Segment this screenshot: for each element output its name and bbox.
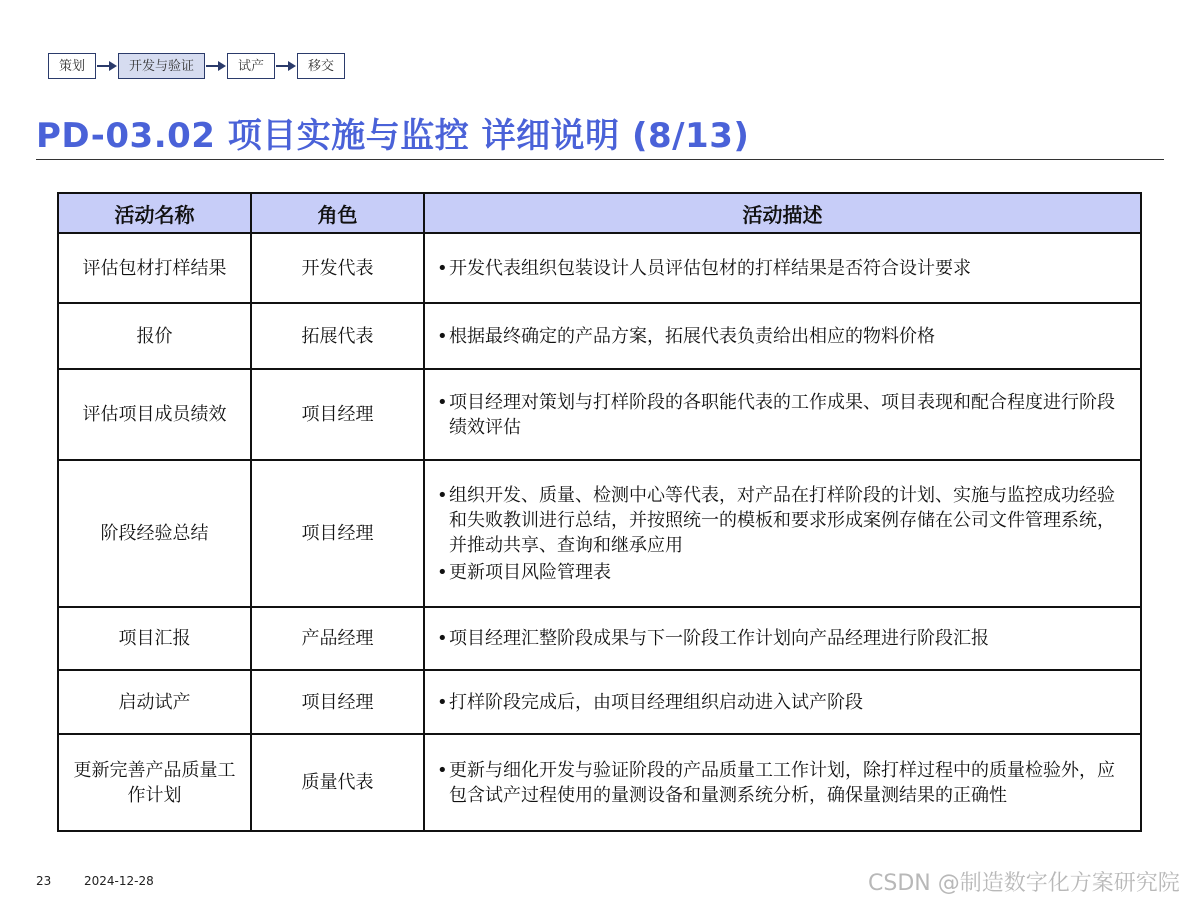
description-bullet: • 更新项目风险管理表 — [437, 560, 1130, 585]
watermark: CSDN @制造数字化方案研究院 — [868, 871, 1180, 896]
description-cell — [424, 607, 1141, 670]
role-cell: 拓展代表 — [251, 303, 424, 369]
table-row — [58, 460, 1141, 607]
arrow-right-icon — [96, 53, 118, 79]
activity-name-cell: 项目汇报 — [58, 607, 251, 670]
description-bullet: • 项目经理汇整阶段成果与下一阶段工作计划向产品经理进行阶段汇报 — [437, 626, 1130, 651]
activity-name-cell: 报价 — [58, 303, 251, 369]
table-row — [58, 607, 1141, 670]
table-row — [58, 670, 1141, 734]
description-cell — [424, 460, 1141, 607]
phase-step-handover: 移交 — [297, 53, 345, 79]
description-cell — [424, 369, 1141, 460]
title-divider — [36, 159, 1164, 160]
arrow-right-icon — [275, 53, 297, 79]
description-bullet: • 打样阶段完成后，由项目经理组织启动进入试产阶段 — [437, 690, 1130, 715]
table-row — [58, 233, 1141, 303]
activity-name-cell: 更新完善产品质量工作计划 — [58, 734, 251, 831]
table-row — [58, 303, 1141, 369]
description-bullet: • 组织开发、质量、检测中心等代表，对产品在打样阶段的计划、实施与监控成功经验和失败教训进行总结，并按照统一的模板和要求形成案例存储在公司文件管理系统，并推动共享、查询和继承应用 — [437, 483, 1130, 558]
phase-step-trial: 试产 — [227, 53, 275, 79]
role-cell: 项目经理 — [251, 369, 424, 460]
activity-name-cell: 评估包材打样结果 — [58, 233, 251, 303]
header-activity-description: 活动描述 — [424, 193, 1141, 233]
role-cell: 项目经理 — [251, 670, 424, 734]
description-cell — [424, 303, 1141, 369]
page-title: PD-03.02 项目实施与监控 详细说明 (8/13) — [36, 116, 750, 156]
description-bullet: • 项目经理对策划与打样阶段的各职能代表的工作成果、项目表现和配合程度进行阶段绩效评估 — [437, 390, 1130, 440]
phase-step-develop-verify: 开发与验证 — [118, 53, 205, 79]
role-cell: 项目经理 — [251, 460, 424, 607]
description-bullet: • 更新与细化开发与验证阶段的产品质量工工作计划，除打样过程中的质量检验外，应包含试产过程使用的量测设备和量测系统分析，确保量测结果的正确性 — [437, 758, 1130, 808]
description-cell — [424, 233, 1141, 303]
activity-table — [57, 192, 1142, 832]
activity-name-cell: 启动试产 — [58, 670, 251, 734]
phase-step-plan: 策划 — [48, 53, 96, 79]
role-cell: 质量代表 — [251, 734, 424, 831]
table-row — [58, 369, 1141, 460]
header-activity-name: 活动名称 — [58, 193, 251, 233]
description-bullet: • 根据最终确定的产品方案，拓展代表负责给出相应的物料价格 — [437, 324, 1130, 349]
table-header-row — [58, 193, 1141, 233]
table-row — [58, 734, 1141, 831]
activity-name-cell: 阶段经验总结 — [58, 460, 251, 607]
arrow-right-icon — [205, 53, 227, 79]
footer-date: 2024-12-28 — [84, 874, 154, 888]
activity-name-cell: 评估项目成员绩效 — [58, 369, 251, 460]
description-bullet: • 开发代表组织包装设计人员评估包材的打样结果是否符合设计要求 — [437, 256, 1130, 281]
page-number: 23 — [36, 874, 52, 888]
header-role: 角色 — [251, 193, 424, 233]
role-cell: 产品经理 — [251, 607, 424, 670]
description-cell — [424, 670, 1141, 734]
description-cell — [424, 734, 1141, 831]
phase-flow — [48, 53, 345, 79]
role-cell: 开发代表 — [251, 233, 424, 303]
